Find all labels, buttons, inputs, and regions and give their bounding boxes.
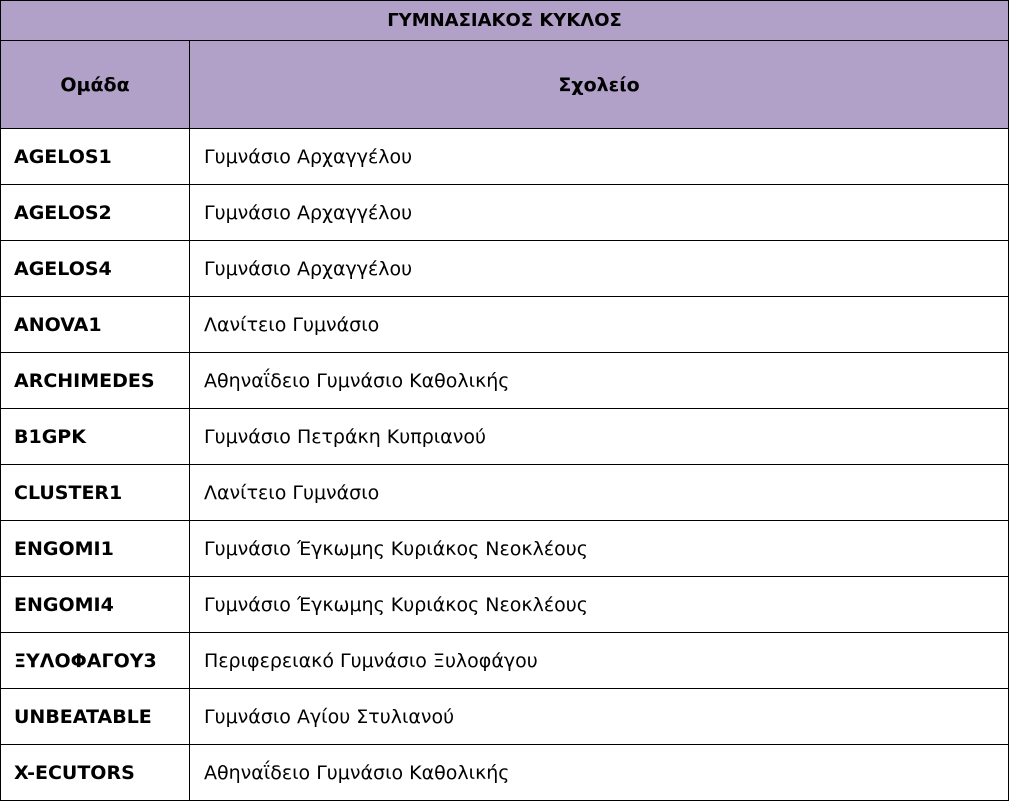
table-title: ΓΥΜΝΑΣΙΑΚΟΣ ΚΥΚΛΟΣ <box>1 1 1009 41</box>
table-row <box>1 745 1009 801</box>
title-row <box>1 1 1009 41</box>
school-cell: Γυμνάσιο Έγκωμης Κυριάκος Νεοκλέους <box>190 521 1009 577</box>
table-row <box>1 409 1009 465</box>
table-row <box>1 521 1009 577</box>
table-row <box>1 577 1009 633</box>
school-cell: Γυμνάσιο Αρχαγγέλου <box>190 241 1009 297</box>
table-row <box>1 633 1009 689</box>
school-cell: Λανίτειο Γυμνάσιο <box>190 465 1009 521</box>
table-row <box>1 129 1009 185</box>
table-row <box>1 353 1009 409</box>
column-header-school: Σχολείο <box>190 41 1009 129</box>
school-cell: Γυμνάσιο Αγίου Στυλιανού <box>190 689 1009 745</box>
team-cell: UNBEATABLE <box>1 689 190 745</box>
header-row <box>1 41 1009 129</box>
table-row <box>1 465 1009 521</box>
team-cell: ΞΥΛΟΦΑΓΟΥ3 <box>1 633 190 689</box>
school-cell: Αθηναΐδειο Γυμνάσιο Καθολικής <box>190 353 1009 409</box>
table-row <box>1 241 1009 297</box>
team-cell: ANOVA1 <box>1 297 190 353</box>
column-header-team: Ομάδα <box>1 41 190 129</box>
school-cell: Γυμνάσιο Έγκωμης Κυριάκος Νεοκλέους <box>190 577 1009 633</box>
table-row <box>1 689 1009 745</box>
team-cell: CLUSTER1 <box>1 465 190 521</box>
school-cell: Περιφερειακό Γυμνάσιο Ξυλοφάγου <box>190 633 1009 689</box>
team-cell: AGELOS1 <box>1 129 190 185</box>
school-cell: Γυμνάσιο Αρχαγγέλου <box>190 185 1009 241</box>
team-cell: ENGOMI1 <box>1 521 190 577</box>
table-row <box>1 297 1009 353</box>
school-cell: Γυμνάσιο Αρχαγγέλου <box>190 129 1009 185</box>
team-cell: B1GPK <box>1 409 190 465</box>
school-cell: Γυμνάσιο Πετράκη Κυπριανού <box>190 409 1009 465</box>
team-cell: ARCHIMEDES <box>1 353 190 409</box>
school-cell: Αθηναΐδειο Γυμνάσιο Καθολικής <box>190 745 1009 801</box>
team-cell: ENGOMI4 <box>1 577 190 633</box>
team-cell: AGELOS4 <box>1 241 190 297</box>
team-cell: AGELOS2 <box>1 185 190 241</box>
table-row <box>1 185 1009 241</box>
team-cell: X-ECUTORS <box>1 745 190 801</box>
school-cell: Λανίτειο Γυμνάσιο <box>190 297 1009 353</box>
